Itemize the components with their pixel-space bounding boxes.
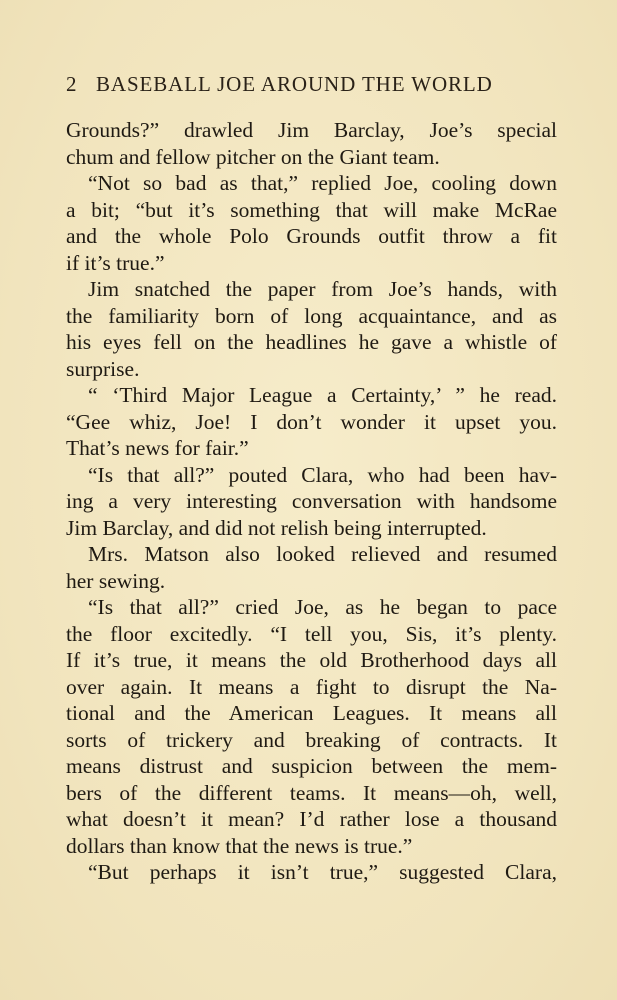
text-line: That’s news for fair.” [66,436,249,460]
body-text [66,117,557,886]
text-line: chum and fellow pitcher on the Giant team. [66,144,440,169]
text-line: the familiarity born of long acquaintance, and as [66,303,557,328]
text-line: surprise. [66,356,140,381]
text-line: Mrs. Matson also looked relieved and resumed [88,542,557,566]
text-line: bers of the different teams. It means—oh, well, [66,780,557,805]
running-header [66,72,556,102]
text-line: tional and the American Leagues. It means all [66,701,557,725]
text-line: means distrust and suspicion between the mem- [66,754,557,778]
text-line: the floor excitedly. “I tell you, Sis, it’s plenty. [66,621,557,646]
text-line: Jim Barclay, and did not relish being interrupted. [66,515,487,540]
text-line: and the whole Polo Grounds outfit throw a fit [66,224,557,248]
text-line: her sewing. [66,568,166,593]
text-line: “Gee whiz, Joe! I don’t wonder it upset you. [66,409,557,434]
text-line: “Is that all?” pouted Clara, who had been hav- [88,462,557,487]
text-line: Grounds?” drawled Jim Barclay, Joe’s special [66,118,557,142]
text-line: dollars than know that the news is true.” [66,833,413,858]
text-line: ing a very interesting conversation with handsome [66,489,557,513]
text-line: over again. It means a fight to disrupt the Na- [66,674,557,699]
text-line: “But perhaps it isn’t true,” suggested Clara, [88,860,557,884]
text-line: “Is that all?” cried Joe, as he began to pace [88,595,557,619]
text-line: “ ‘Third Major League a Certainty,’ ” he read. [88,383,557,407]
text-line: what doesn’t it mean? I’d rather lose a thousand [66,807,557,831]
page-number: 2 [66,72,78,96]
text-line: Jim snatched the paper from Joe’s hands, with [88,277,557,301]
text-line: a bit; “but it’s something that will make McRae [66,197,557,222]
text-line: if it’s true.” [66,250,165,275]
text-line: sorts of trickery and breaking of contracts. It [66,727,557,752]
text-line: “Not so bad as that,” replied Joe, cooling down [88,171,557,195]
running-title: BASEBALL JOE AROUND THE WORLD [96,72,493,96]
text-line: his eyes fell on the headlines he gave a whistle of [66,330,557,354]
text-line: If it’s true, it means the old Brotherhood days all [66,648,557,672]
